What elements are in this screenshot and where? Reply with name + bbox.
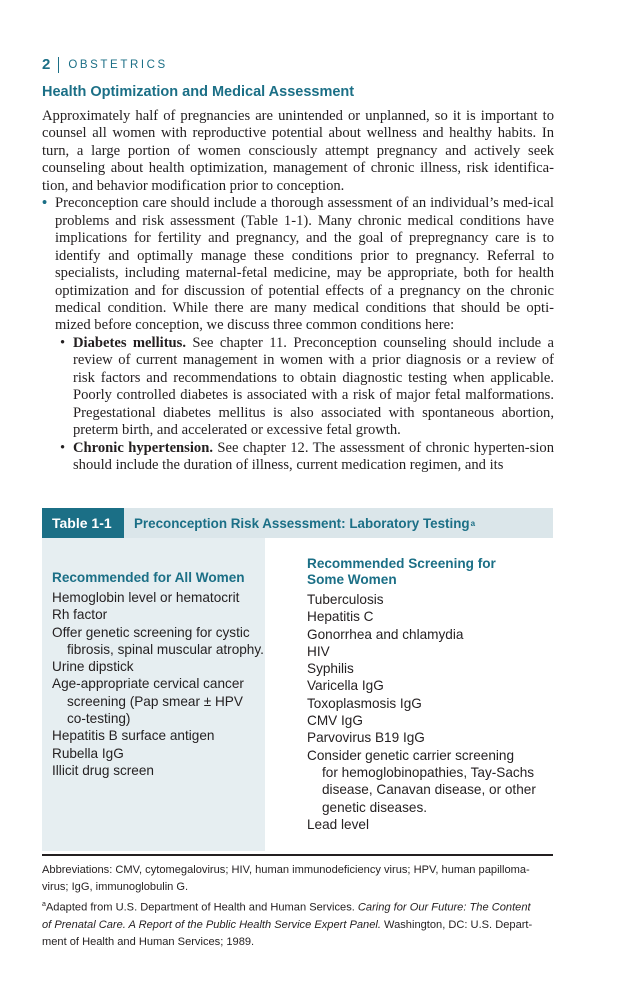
table-list-item: Tuberculosis — [307, 592, 384, 607]
bullet-preconception-care: • Preconception care should include a thorough assessment of an individual’s med-ical problems and risk assessment (Table 1-1). Many chronic medical conditions have implications for fertility and pregnancy, and the goal of prepregnancy care is to identify and optimally manage these conditions prior to pregnancy. Referral to specialists, including maternal-fetal medicine, may be appropriate, both for health optimization and for discussion of potential effects of a pregnancy on the chronic medical condition. While there are many medical conditions that should be opti-mized before conception, we discuss three common conditions here: — [42, 195, 554, 334]
table-list-item: for hemoglobinopathies, Tay-Sachs — [322, 764, 535, 780]
running-head-divider — [58, 57, 59, 73]
footnote-source: $^a$Adapted from U.S. Department of Health and Human Services. Caring for Our Future: The Content of Prenatal Care. A Report of the Public Health Service Expert Panel. Washington, DC: U.S. Depart- ment of Health and Human Services; 1989. — [42, 901, 533, 948]
table-column-all-women — [42, 538, 265, 851]
table-list-item: co-testing) — [67, 711, 131, 727]
footnote-divider — [42, 854, 553, 856]
sub-bullet-marker: • — [60, 439, 66, 456]
page-number: 2 — [42, 56, 51, 73]
table-list-item: Lead level — [307, 816, 369, 832]
table-list-item: Urine dipstick — [52, 659, 134, 675]
term-diabetes: Diabetes mellitus. — [73, 334, 187, 351]
running-head-section: OBSTETRICS — [68, 58, 168, 71]
table-list-item: Offer genetic screening for cystic — [52, 624, 250, 640]
table-list-item: Parvovirus B19 IgG — [307, 730, 425, 746]
table-list-item: Hepatitis B surface antigen — [52, 728, 215, 744]
table-number: Table 1-1 — [42, 508, 124, 538]
sub-bullet-marker: • — [60, 334, 66, 351]
all-women-list — [52, 589, 265, 779]
table-list-item: Hemoglobin level or hematocrit — [52, 590, 240, 605]
table-list-item: Hepatitis C — [307, 609, 374, 625]
table-list-item: genetic diseases. — [322, 799, 428, 815]
some-women-list — [307, 591, 553, 833]
table-body — [42, 538, 553, 851]
table-1-1 — [42, 508, 553, 851]
table-column-some-women — [265, 538, 553, 851]
table-list-item: HIV — [307, 643, 330, 659]
table-list-item: Rubella IgG — [52, 745, 124, 761]
table-header — [42, 508, 553, 538]
table-list-item: Varicella IgG — [307, 678, 384, 694]
intro-paragraph: Approximately half of pregnancies are unintended or unplanned, so it is important to counsel all women with reproductive potential about wellness and healthy habits. In turn, a large portion of women consciously attempt pregnancy and actively seek counseling about health optimization, management of chronic illness, risk identifica-tion, and behavior modification prior to conception. — [42, 108, 554, 194]
section-title: Health Optimization and Medical Assessment — [42, 84, 355, 100]
footnote-abbreviations: Abbreviations: CMV, cytomegalovirus; HIV, human immunodeficiency virus; HPV, human papilloma- virus; IgG, immunoglobulin G. — [42, 864, 530, 893]
table-list-item: Gonorrhea and chlamydia — [307, 626, 464, 642]
table-footnotes — [42, 862, 554, 951]
table-title: Preconception Risk Assessment: Laboratory Testing a — [124, 508, 553, 538]
table-list-item: disease, Canavan disease, or other — [322, 782, 536, 798]
body-text — [42, 108, 554, 475]
sub-bullet-diabetes: • Diabetes mellitus. See chapter 11. Preconception counseling should include a review of current management in women with a prior diagnosis or a review of risk factors and recommendations to obtain diagnostic testing when applicable. Poorly controlled diabetes is associated with a risk of major fetal malformations. Pregestational diabetes mellitus is also associated with spontaneous abortion, preterm birth, and accelerated or excessive fetal growth. — [60, 334, 554, 439]
table-list-item: screening (Pap smear ± HPV — [67, 693, 243, 709]
table-list-item: Syphilis — [307, 661, 354, 677]
running-head — [42, 56, 168, 73]
column-heading-all-women: Recommended for All Women — [52, 570, 245, 585]
bullet-marker: • — [42, 195, 48, 212]
table-list-item: fibrosis, spinal muscular atrophy. — [67, 641, 264, 657]
table-list-item: Illicit drug screen — [52, 762, 154, 778]
table-list-item: Consider genetic carrier screening — [307, 747, 515, 763]
table-list-item: Age-appropriate cervical cancer — [52, 676, 244, 692]
sub-bullet-hypertension: • Chronic hypertension. See chapter 12. The assessment of chronic hyperten-sion should include the duration of illness, current medication regimen, and its — [60, 439, 554, 474]
column-heading-some-women: Recommended Screening for Some Women — [307, 556, 496, 587]
term-hypertension: Chronic hypertension. — [73, 439, 213, 456]
table-list-item: Toxoplasmosis IgG — [307, 695, 422, 711]
table-list-item: CMV IgG — [307, 713, 363, 729]
table-list-item: Rh factor — [52, 607, 108, 623]
table-title-note: a — [470, 518, 476, 528]
